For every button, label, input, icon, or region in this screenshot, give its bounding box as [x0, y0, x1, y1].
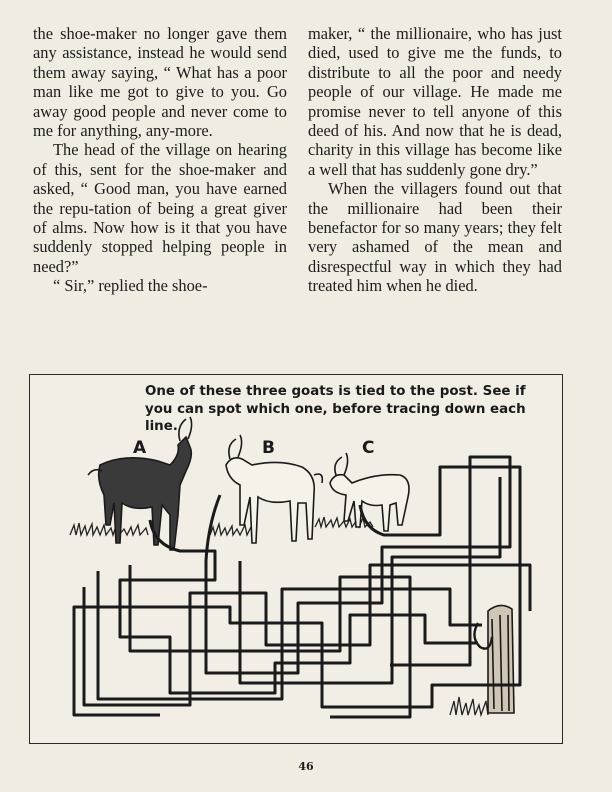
right-column — [308, 24, 562, 296]
goat-maze-puzzle — [29, 374, 563, 744]
paragraph: “ Sir,” replied the shoe- — [53, 276, 208, 296]
left-column — [33, 24, 287, 296]
paragraph: The head of the village on hearing of this, sent for the shoe-maker and asked, “ Good man, you have earned the repu-tation of being a great giver of alms. Now how is it that you have suddenly stopped helping people in need?” — [33, 140, 287, 276]
paragraph: When the villagers found out that the millionaire had been their benefactor for so many years; they felt very ashamed of the mean and disrespectful way in which they had treated him when he died. — [308, 179, 562, 296]
post-illustration — [474, 605, 514, 713]
goat-label-c: C — [362, 438, 375, 458]
goat-a-illustration — [88, 417, 192, 550]
goat-label-a: A — [133, 438, 147, 458]
paragraph: maker, “ the millionaire, who has just died, used to give me the funds, to distribute to all the poor and needy people of our village. He made me promise never to tell anyone of this deed of his. And now that he is dead, charity in this village has become like a well that has suddenly gone dry.” — [308, 24, 562, 179]
puzzle-instructions: One of these three goats is tied to the post. See if you can spot which one, before tracing down each line. — [145, 384, 526, 434]
goat-label-b: B — [262, 438, 275, 458]
page-number: 46 — [298, 760, 314, 773]
paragraph: the shoe-maker no longer gave them any assistance, instead he would send them away saying, “ What has a poor man like me got to give to you. Go away good people and never come to me for anything, any-more. — [33, 24, 287, 141]
goat-c-illustration — [330, 453, 409, 531]
